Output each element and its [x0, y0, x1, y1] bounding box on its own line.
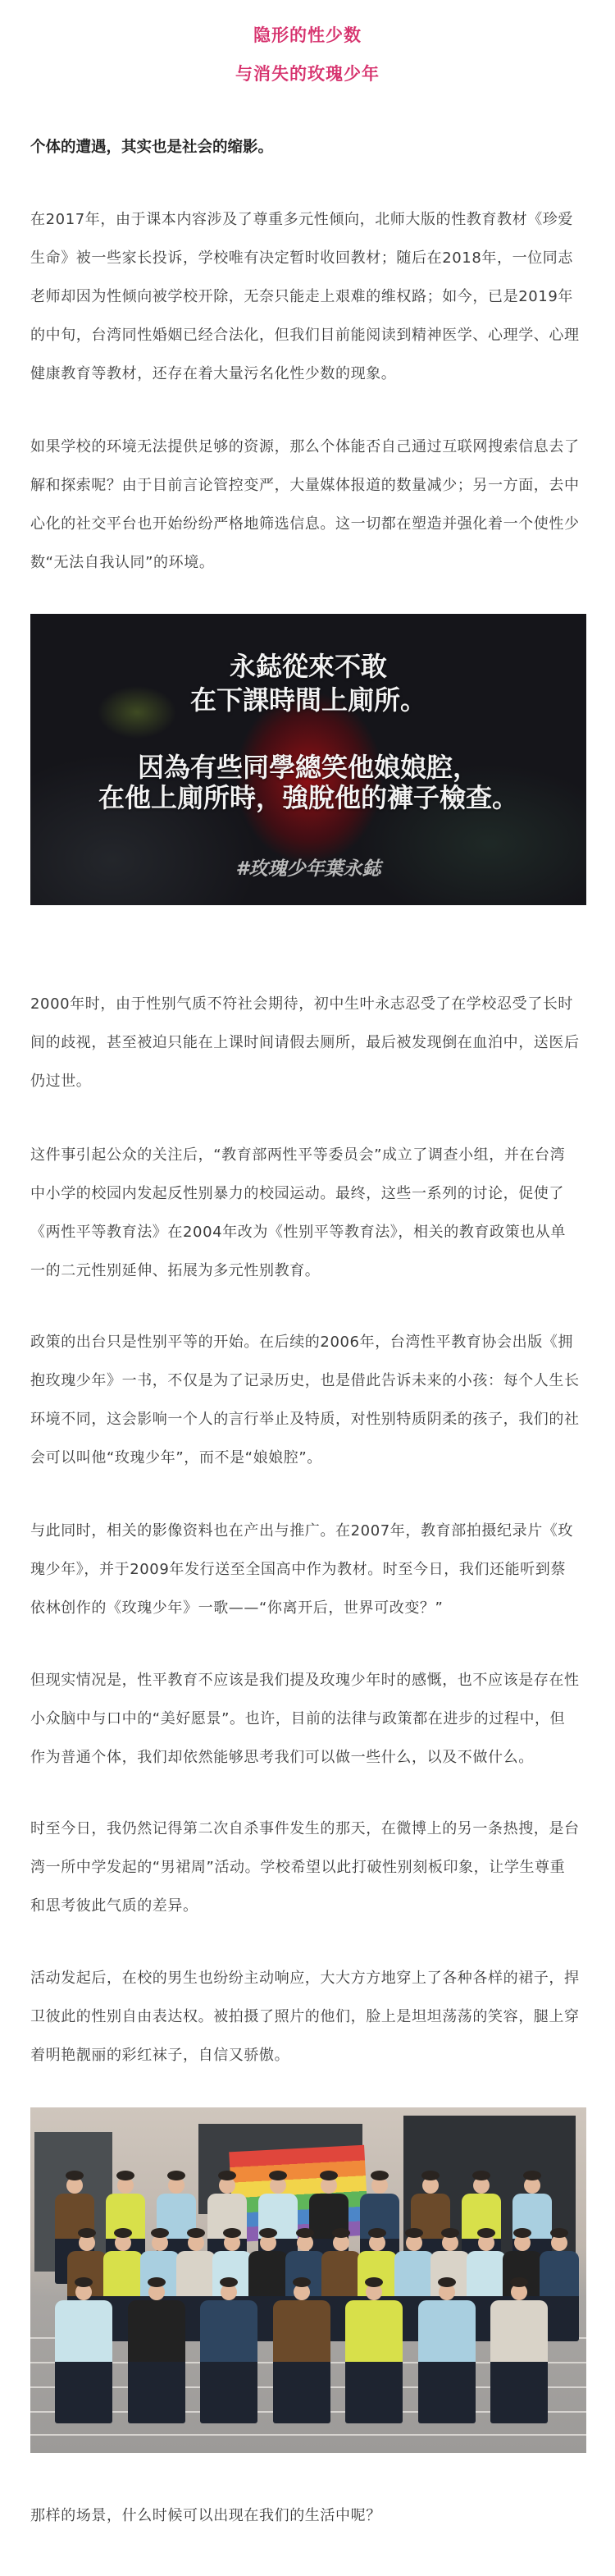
person-hair [523, 2171, 541, 2180]
person-hair [332, 2228, 350, 2238]
person-hair [220, 2277, 238, 2287]
paragraph-line: 生命》被一些家长投诉，学校唯有决定暂时收回教材；随后在2018年，一位同志 [30, 249, 574, 267]
paragraph-line: 小众脑中与口中的“美好愿景”。也许，目前的法律与政策都在进步的过程中，但 [30, 1710, 566, 1727]
person [55, 2300, 112, 2423]
person-hair [78, 2228, 96, 2238]
paragraph-line: 作为普通个体，我们却依然能够思考我们可以做一些什么，以及不做什么。 [30, 1749, 534, 1766]
person-hair [66, 2171, 84, 2180]
paragraph-line: 如果学校的环境无法提供足够的资源，那么个体能否自己通过互联网搜索信息去了 [30, 438, 580, 455]
paragraph [30, 1136, 596, 1290]
person [128, 2300, 185, 2423]
paragraph [30, 1323, 596, 1477]
paragraph-line: 湾一所中学发起的“男裙周”活动。学校希望以此打破性别刻板印象，让学生尊重 [30, 1859, 566, 1876]
paragraph [30, 1661, 596, 1777]
person-hair [296, 2228, 314, 2238]
person [200, 2300, 257, 2423]
person-hair [75, 2277, 93, 2287]
paragraph-line: 瑰少年》，并于2009年发行送至全国高中作为教材。时至今日，我们还能听到蔡 [30, 1561, 567, 1578]
paragraph-line: 但现实情况是，性平教育不应该是我们提及玫瑰少年时的感慨，也不应该是存在性 [30, 1672, 580, 1689]
person-hair [438, 2277, 456, 2287]
paragraph-line: 2000年时，由于性别气质不符社会期待，初中生叶永志忍受了在学校忍受了长时 [30, 995, 574, 1013]
paragraph [30, 1512, 596, 1627]
paragraph-line: 和思考彼此气质的差异。 [30, 1897, 198, 1915]
person-hair [320, 2171, 338, 2180]
paragraph-line: 政策的出台只是性别平等的开始。在后续的2006年，台湾性平教育协会出版《拥 [30, 1334, 574, 1351]
person-hair [477, 2228, 495, 2238]
quote-image-rose [30, 614, 586, 905]
paragraph [30, 428, 596, 582]
person [273, 2300, 330, 2423]
image-text-line: 在他上廁所時，強脫他的褲子檢查。 [98, 782, 518, 813]
image-text-line: 永鋕從來不敢 [229, 651, 387, 682]
paragraph-line: 抱玫瑰少年》一书，不仅是为了记录历史，也是借此告诉未来的小孩：每个人生长 [30, 1372, 580, 1389]
person-hair [116, 2171, 134, 2180]
person-hair [293, 2277, 311, 2287]
person-hair [269, 2171, 287, 2180]
paragraph-line: 老师却因为性倾向被学校开除，无奈只能走上艰难的维权路；如今，已是2019年 [30, 288, 574, 305]
paragraph-line: 解和探索呢？由于目前言论管控变严，大量媒体报道的数量减少；另一方面，去中 [30, 477, 580, 494]
paragraph-line: 数“无法自我认同”的环境。 [30, 554, 215, 571]
paragraph-line: 《两性平等教育法》在2004年改为《性别平等教育法》，相关的教育政策也从单 [30, 1224, 567, 1241]
paragraph-line: 间的歧视，甚至被迫只能在上课时间请假去厕所，最后被发现倒在血泊中，送医后 [30, 1034, 580, 1051]
person-hair [223, 2228, 241, 2238]
paragraph-line: 的中旬，台湾同性婚姻已经合法化，但我们目前能阅读到精神医学、心理学、心理 [30, 327, 580, 344]
paragraph [30, 200, 596, 393]
paragraph-line: 依林创作的《玫瑰少年》一歌——“你离开后，世界可改变？” [30, 1599, 444, 1617]
paragraph-line: 会可以叫他“玫瑰少年”，而不是“娘娘腔”。 [30, 1449, 322, 1466]
paragraph-line: 着明艳靓丽的彩红袜子，自信又骄傲。 [30, 2047, 290, 2064]
person [418, 2300, 476, 2423]
paragraph-line: 一的二元性别延伸、拓展为多元性别教育。 [30, 1262, 321, 1279]
article-title-line-1: 隐形的性少数 [253, 25, 362, 45]
person-hair [151, 2228, 169, 2238]
paragraph [30, 985, 596, 1100]
person-hair [167, 2171, 185, 2180]
person [345, 2300, 403, 2423]
paragraph [30, 1959, 596, 2075]
paragraph-line: 健康教育等教材，还存在着大量污名化性少数的现象。 [30, 365, 397, 382]
paragraph-line: 在2017年，由于课本内容涉及了尊重多元性倾向，北师大版的性教育教材《珍爱 [30, 211, 574, 228]
article-title-line-2: 与消失的玫瑰少年 [235, 64, 380, 84]
image-hashtag: #玫瑰少年葉永鋕 [235, 858, 381, 880]
person-hair [148, 2277, 166, 2287]
paragraph-line: 中小学的校园内发起反性别暴力的校园运动。最终，这些一系列的讨论，促使了 [30, 1185, 564, 1202]
paragraph-line: 活动发起后，在校的男生也纷纷主动响应，大大方方地穿上了各种各样的裙子，捍 [30, 1970, 580, 1987]
person [490, 2300, 548, 2423]
person-hair [421, 2171, 440, 2180]
paragraph-line: 卫彼此的性别自由表达权。被拍摄了照片的他们，脸上是坦坦荡荡的笑容，腿上穿 [30, 2008, 580, 2025]
person-hair [187, 2228, 205, 2238]
image-text-line: 在下課時間上廁所。 [189, 684, 426, 716]
paragraph-line: 仍过世。 [30, 1073, 92, 1090]
step [30, 2434, 586, 2436]
lede-sentence: 个体的遭遇，其实也是社会的缩影。 [30, 139, 274, 156]
person-hair [550, 2228, 568, 2238]
paragraph-line: 心化的社交平台也开始纷纷严格地筛选信息。这一切都在塑造并强化着一个使性少 [30, 515, 580, 533]
paragraph [30, 1810, 596, 1925]
paragraph-line: 时至今日，我仍然记得第二次自杀事件发生的那天，在微博上的另一条热搜，是台 [30, 1820, 580, 1837]
paragraph-line: 环境不同，这会影响一个人的言行举止及特质，对性别特质阴柔的孩子，我们的社 [30, 1411, 580, 1428]
group-photo-skirt-week [30, 2107, 586, 2453]
person-hair [371, 2171, 389, 2180]
person-hair [218, 2171, 236, 2180]
person-hair [472, 2171, 490, 2180]
person-hair [405, 2228, 423, 2238]
closing-line [30, 2496, 596, 2535]
paragraph-line: 与此同时，相关的影像资料也在产出与推广。在2007年，教育部拍摄纪录片《玫 [30, 1522, 574, 1540]
image-text-line: 因為有些同學總笑他娘娘腔， [137, 752, 479, 783]
person-hair [441, 2228, 459, 2238]
closing-text: 那样的场景，什么时候可以出现在我们的生活中呢？ [30, 2507, 381, 2524]
paragraph-line: 这件事引起公众的关注后，“教育部两性平等委员会”成立了调查小组，并在台湾 [30, 1146, 566, 1164]
